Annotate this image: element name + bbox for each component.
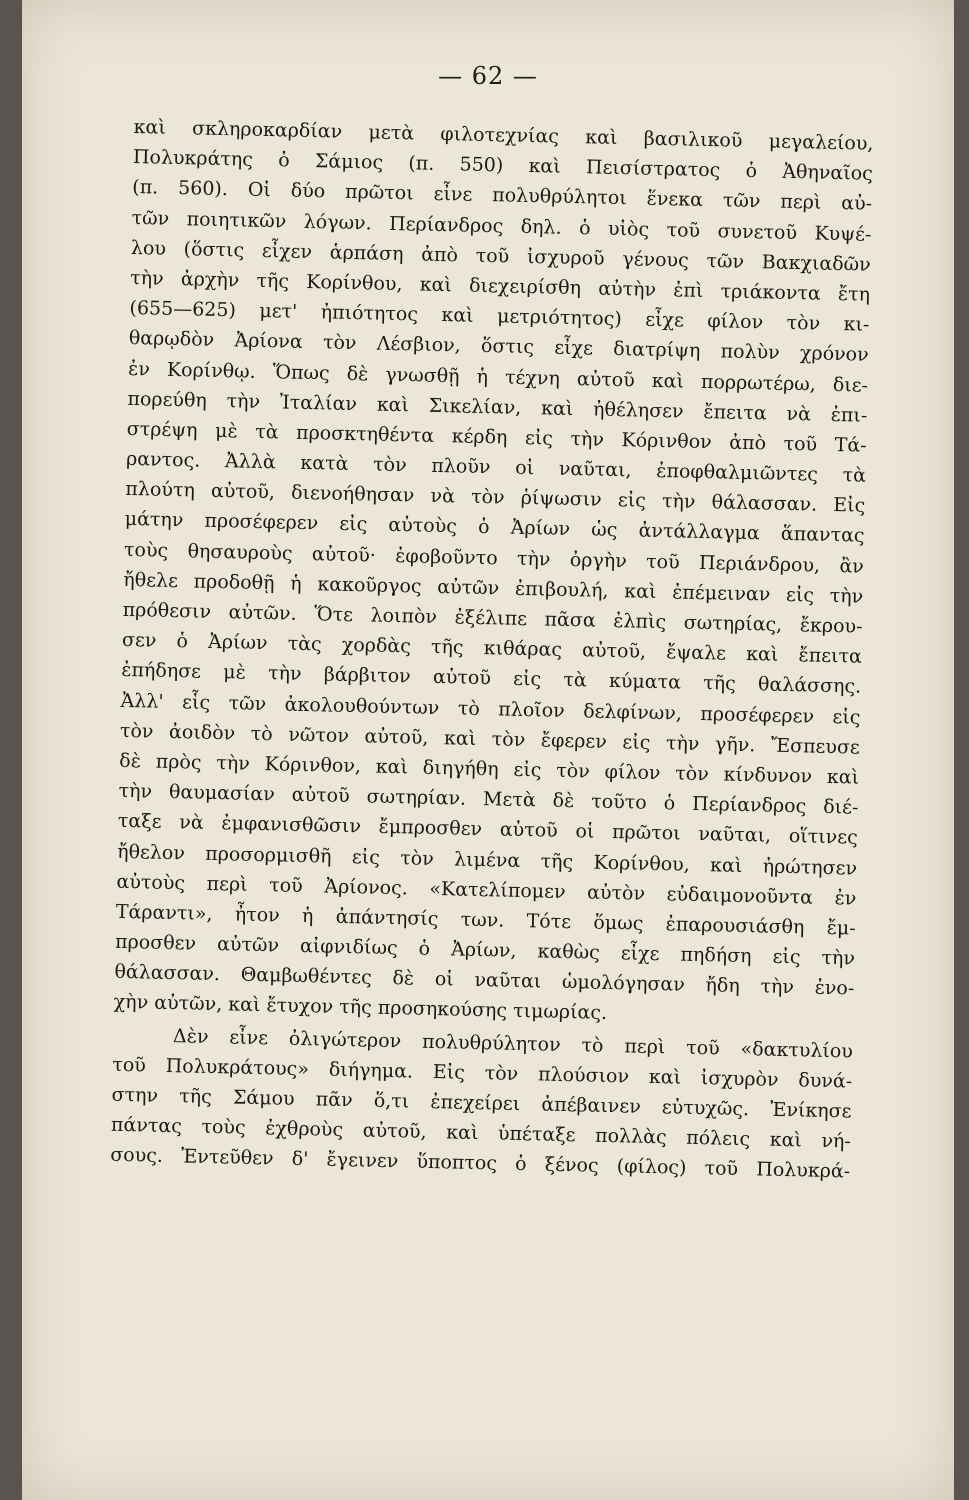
text-line: ἐν Κορίνθῳ. Ὅπως δὲ γνωσθῇ ἡ τέχνη αὐτοῦ καὶ πορρωτέρω, διε- [127,357,869,397]
paragraph-start-line: Δὲν εἶνε ὀλιγώτερον πολυθρύλητον τὸ περὶ τοῦ «δακτυλίου [172,1024,854,1063]
text-line: πλούτη αὐτοῦ, διενοήθησαν νὰ τὸν ῥίψωσιν εἰς τὴν θάλασσαν. Εἰς [125,478,866,517]
text-line: πρόθεσιν αὐτῶν. Ὅτε λοιπὸν ἐξέλιπε πᾶσα ἐλπὶς σωτηρίας, ἔκρου- [122,598,863,638]
text-line: μάτην προσέφερεν εἰς αὐτοὺς ὁ Ἀρίων ὡς ἀντάλλαγμα ἅπαντας [124,508,865,548]
text-line: προσθεν αὐτῶν αἰφνιδίως ὁ Ἀρίων, καθὼς εἶχε πηδήση εἰς τὴν [114,930,856,970]
text-line: (655—625) μετ' ἠπιότητος καὶ μετριότητος) εἶχε φίλον τὸν κι- [129,297,870,336]
book-page [22,0,954,1500]
text-line: στρέψη μὲ τὰ προσκτηθέντα κέρδη εἰς τὴν Κόρινθον ἀπὸ τοῦ Τά- [126,417,867,457]
text-line: αὐτοὺς περὶ τοῦ Ἀρίονος. «Κατελίπομεν αὐτὸν εὐδαιμονοῦντα ἐν [116,870,857,910]
text-line: Πολυκράτης ὁ Σάμιος (π. 550) καὶ Πεισίστρατος ὁ Ἀθηναῖος [132,146,874,185]
text-line: δὲ πρὸς τὴν Κόρινθον, καὶ διηγήθη εἰς τὸν φίλον τὸν κίνδυνον καὶ [119,749,860,789]
text-line: τὸν ἀοιδὸν τὸ νῶτον αὐτοῦ, καὶ τὸν ἔφερεν εἰς τὴν γῆν. Ἔσπευσε [119,719,861,759]
paragraph-end-line: χὴν αὐτῶν, καὶ ἔτυχον τῆς προσηκούσης τιμωρίας. [113,991,608,1025]
text-line: τὴν θαυμασίαν αὐτοῦ σωτηρίαν. Μετὰ δὲ τοῦτο ὁ Περίανδρος διέ- [118,779,859,819]
text-line: τοῦ Πολυκράτους» διήγημα. Εἰς τὸν πλούσιον καὶ ἰσχυρὸν δυνά- [112,1053,853,1093]
body-text [110,112,874,1187]
text-line: Ἀλλ' εἷς τῶν ἀκολουθούντων τὸ πλοῖον δελφίνων, προσέφερεν εἰς [120,689,861,729]
text-line: πάντας τοὺς ἐχθροὺς αὐτοῦ, καὶ ὑπέταξε πολλὰς πόλεις καὶ νή- [110,1113,852,1153]
text-line: θαρῳδὸν Ἀρίονα τὸν Λέσβιον, ὅστις εἶχε διατρίψη πολὺν χρόνον [128,327,869,367]
text-line: λου (ὅστις εἶχεν ἁρπάση ἀπὸ τοῦ ἰσχυροῦ γένους τῶν Βακχιαδῶν [130,236,871,276]
text-line: ἤθελε προδοθῇ ἡ κακοῦργος αὐτῶν ἐπιβουλή, καὶ ἐπέμειναν εἰς τὴν [123,568,864,608]
text-line: σεν ὁ Ἀρίων τὰς χορδὰς τῆς κιθάρας αὐτοῦ, ἔψαλε καὶ ἔπειτα [121,629,863,668]
text-line: τῶν ποιητικῶν λόγων. Περίανδρος δηλ. ὁ υἱὸς τοῦ συνετοῦ Κυψέ- [131,206,872,246]
text-line: ἐπήδησε μὲ τὴν βάρβιτον αὐτοῦ εἰς τὰ κύματα τῆς θαλάσσης. [121,659,862,699]
text-line: στην τῆς Σάμου πᾶν ὅ,τι ἐπεχείρει ἀπέβαινεν εὐτυχῶς. Ἐνίκησε [111,1083,852,1123]
text-line: θάλασσαν. Θαμβωθέντες δὲ οἱ ναῦται ὡμολόγησαν ἤδη τὴν ἐνο- [114,961,855,1000]
text-line: σους. Ἐντεῦθεν δ' ἔγεινεν ὕποπτος ὁ ξένος (φίλος) τοῦ Πολυκρά- [110,1144,851,1183]
text-line: τὴν ἀρχὴν τῆς Κορίνθου, καὶ διεχειρίσθη αὐτὴν ἐπὶ τριάκοντα ἔτη [129,266,871,306]
text-line: (π. 560). Οἱ δύο πρῶτοι εἶνε πολυθρύλητοι ἕνεκα τῶν περὶ αὐ- [132,176,873,216]
text-line: τοὺς θησαυροὺς αὐτοῦ· ἐφοβοῦντο τὴν ὀργὴν τοῦ Περιάνδρου, ἂν [123,538,865,578]
text-line: ταξε νὰ ἐμφανισθῶσιν ἔμπροσθεν αὐτοῦ οἱ πρῶτοι ναῦται, οἵτινες [117,810,858,849]
text-line: καὶ σκληροκαρδίαν μετὰ φιλοτεχνίας καὶ βασιλικοῦ μεγαλείου, [133,115,874,155]
text-line: ραντος. Ἀλλὰ κατὰ τὸν πλοῦν οἱ ναῦται, ἐποφθαλμιῶντες τὰ [125,447,867,487]
text-line: πορεύθη τὴν Ἰταλίαν καὶ Σικελίαν, καὶ ἠθέλησεν ἔπειτα νὰ ἐπι- [127,387,868,427]
text-line: Τάραντι», ἦτον ἡ ἀπάντησίς των. Τότε ὅμως ἐπαρουσιάσθη ἔμ- [115,900,856,940]
text-line: ἤθελον προσορμισθῆ εἰς τὸν λιμένα τῆς Κορίνθου, καὶ ἠρώτησεν [116,840,858,880]
page-number: — 62 — [438,62,538,90]
